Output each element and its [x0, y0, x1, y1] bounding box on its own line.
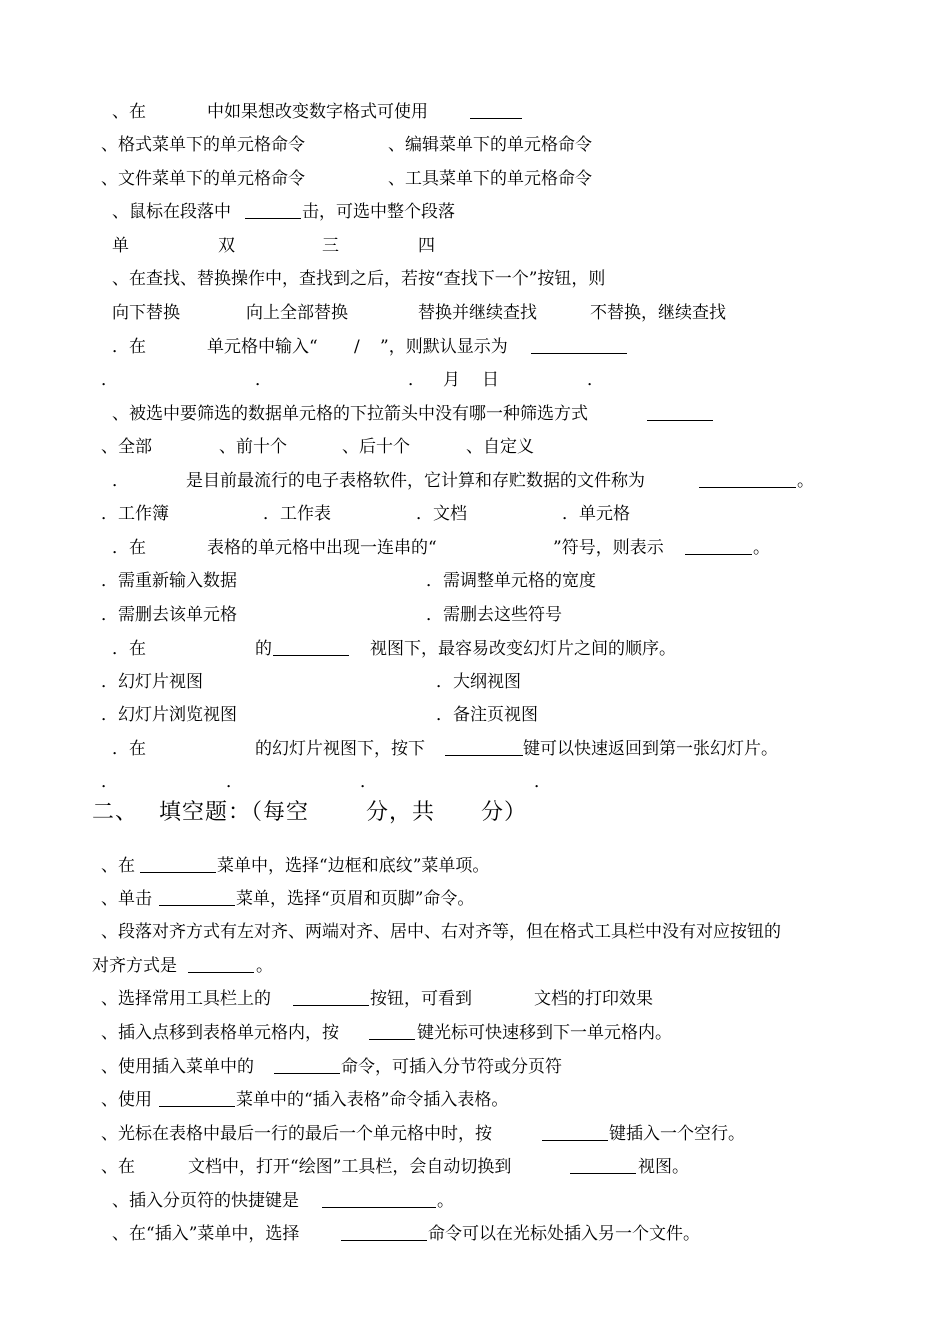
- fill-4-text-2: 按钮，可看到: [370, 989, 472, 1009]
- answer-blank: [470, 101, 522, 125]
- question-7-text: 表格的单元格中出现一连串的“: [207, 538, 437, 558]
- fill-3-text-2: 对齐方式是: [92, 956, 177, 976]
- question-2-text: 、鼠标在段落中: [112, 202, 231, 222]
- option-a: ．: [101, 370, 118, 390]
- question-6-end: 。: [797, 471, 814, 491]
- question-3-text: 、在查找、替换操作中，查找到之后，若按“查找下一个”按钮，则: [112, 269, 606, 289]
- answer-blank: [273, 638, 349, 662]
- option-d: ．备注页视图: [436, 705, 538, 725]
- fill-3-text: 、段落对齐方式有左对齐、两端对齐、居中、右对齐等，但在格式工具栏中没有对应按钮的: [101, 922, 781, 942]
- fill-5-text: 、插入点移到表格单元格内，按: [101, 1023, 339, 1043]
- section-score-per-blank: 分，共: [366, 800, 436, 825]
- option-a: 单: [112, 236, 129, 256]
- option-b: ．: [255, 370, 272, 390]
- answer-blank: [445, 738, 523, 762]
- option-c: ．: [360, 772, 377, 792]
- option-a: 向下替换: [112, 303, 180, 323]
- fill-blank: [274, 1056, 340, 1080]
- fill-1-prefix: 、在: [101, 856, 135, 876]
- option-b: ．需调整单元格的宽度: [426, 571, 596, 591]
- question-1-text: 中如果想改变数字格式可使用: [207, 102, 428, 122]
- fill-4-text-3: 文档的打印效果: [534, 989, 653, 1009]
- answer-blank: [647, 403, 713, 427]
- option-c-month: 月: [443, 370, 460, 390]
- option-a: ．需重新输入数据: [101, 571, 237, 591]
- option-c: ．: [408, 370, 425, 390]
- question-2-text-2: 击，可选中整个段落: [302, 202, 455, 222]
- option-d: 不替换，继续查找: [590, 303, 726, 323]
- question-7-end: 。: [753, 538, 770, 558]
- option-c: ．幻灯片浏览视图: [101, 705, 237, 725]
- option-c: ．需删去该单元格: [101, 605, 237, 625]
- fill-1-text: 菜单中，选择“边框和底纹”菜单项。: [217, 856, 490, 876]
- fill-10-text: 、插入分页符的快捷键是: [112, 1191, 299, 1211]
- question-8-text-2: 视图下，最容易改变幻灯片之间的顺序。: [370, 639, 676, 659]
- option-d: ．: [534, 772, 551, 792]
- fill-7-text: 菜单中的“插入表格”命令插入表格。: [236, 1090, 509, 1110]
- fill-6-text: 、使用插入菜单中的: [101, 1057, 254, 1077]
- option-a: 、格式菜单下的单元格命令: [101, 135, 305, 155]
- option-b: 向上全部替换: [246, 303, 348, 323]
- question-4-slash: /: [354, 337, 360, 357]
- fill-blank: [159, 1089, 235, 1113]
- option-b: ．工作表: [263, 504, 331, 524]
- question-8-text: 的: [255, 639, 272, 659]
- fill-11-text-2: 命令可以在光标处插入另一个文件。: [428, 1224, 700, 1244]
- option-b: 、编辑菜单下的单元格命令: [388, 135, 592, 155]
- fill-blank: [293, 988, 369, 1012]
- question-6-text: 是目前最流行的电子表格软件，它计算和存贮数据的文件称为: [186, 471, 645, 491]
- fill-9-text-2: 视图。: [638, 1157, 689, 1177]
- answer-blank: [699, 470, 796, 494]
- option-d: 四: [418, 236, 435, 256]
- question-4-text-2: ”，则默认显示为: [380, 337, 508, 357]
- question-1-prefix: 、在: [112, 102, 146, 122]
- fill-10-end: 。: [437, 1191, 454, 1211]
- fill-2-text: 菜单，选择“页眉和页脚”命令。: [236, 889, 475, 909]
- option-c: 、后十个: [342, 437, 410, 457]
- option-a: 、全部: [101, 437, 152, 457]
- fill-blank: [570, 1156, 636, 1180]
- section-number: 二、: [92, 800, 139, 825]
- section-title: 填空题：（每空: [159, 800, 310, 825]
- fill-blank: [341, 1223, 427, 1247]
- option-b: 、前十个: [219, 437, 287, 457]
- question-5-text: 、被选中要筛选的数据单元格的下拉箭头中没有哪一种筛选方式: [112, 404, 588, 424]
- answer-blank: [685, 537, 752, 561]
- option-d: 、自定义: [466, 437, 534, 457]
- question-6-prefix: ．: [112, 471, 129, 491]
- question-9-text: 的幻灯片视图下，按下: [255, 739, 425, 759]
- fill-blank: [159, 888, 235, 912]
- fill-8-text: 、光标在表格中最后一行的最后一个单元格中时，按: [101, 1124, 492, 1144]
- question-9-text-2: 键可以快速返回到第一张幻灯片。: [523, 739, 778, 759]
- option-d: ．单元格: [562, 504, 630, 524]
- option-b: ．: [226, 772, 243, 792]
- fill-blank: [188, 955, 254, 979]
- fill-blank: [140, 855, 216, 879]
- question-9-prefix: ．在: [112, 739, 146, 759]
- option-a: ．工作簿: [101, 504, 169, 524]
- option-c-day: 日: [482, 370, 499, 390]
- answer-blank: [245, 201, 301, 225]
- fill-7-prefix: 、使用: [101, 1090, 152, 1110]
- option-c: 、文件菜单下的单元格命令: [101, 169, 305, 189]
- fill-2-prefix: 、单击: [101, 889, 152, 909]
- fill-4-text: 、选择常用工具栏上的: [101, 989, 271, 1009]
- option-d: ．: [587, 370, 604, 390]
- question-8-prefix: ．在: [112, 639, 146, 659]
- section-total-score: 分）: [481, 800, 528, 825]
- question-7-text-2: ”符号，则表示: [553, 538, 664, 558]
- question-7-prefix: ．在: [112, 538, 146, 558]
- fill-3-end: 。: [256, 956, 273, 976]
- fill-6-text-2: 命令，可插入分节符或分页符: [341, 1057, 562, 1077]
- fill-9-text: 文档中，打开“绘图”工具栏，会自动切换到: [188, 1157, 512, 1177]
- fill-8-text-2: 键插入一个空行。: [609, 1124, 745, 1144]
- option-a: ．幻灯片视图: [101, 672, 203, 692]
- option-a: ．: [101, 772, 118, 792]
- question-4-prefix: ．在: [112, 337, 146, 357]
- option-c: 三: [322, 236, 339, 256]
- answer-blank: [531, 336, 627, 360]
- question-4-text: 单元格中输入“: [207, 337, 318, 357]
- fill-blank: [322, 1190, 436, 1214]
- fill-11-text: 、在“插入”菜单中，选择: [112, 1224, 300, 1244]
- option-d: 、工具菜单下的单元格命令: [388, 169, 592, 189]
- option-d: ．需删去这些符号: [426, 605, 562, 625]
- fill-9-prefix: 、在: [101, 1157, 135, 1177]
- fill-blank: [369, 1022, 415, 1046]
- option-b: ．大纲视图: [436, 672, 521, 692]
- fill-5-text-2: 键光标可快速移到下一单元格内。: [417, 1023, 672, 1043]
- option-c: 替换并继续查找: [418, 303, 537, 323]
- option-b: 双: [218, 236, 235, 256]
- fill-blank: [542, 1123, 608, 1147]
- option-c: ．文档: [416, 504, 467, 524]
